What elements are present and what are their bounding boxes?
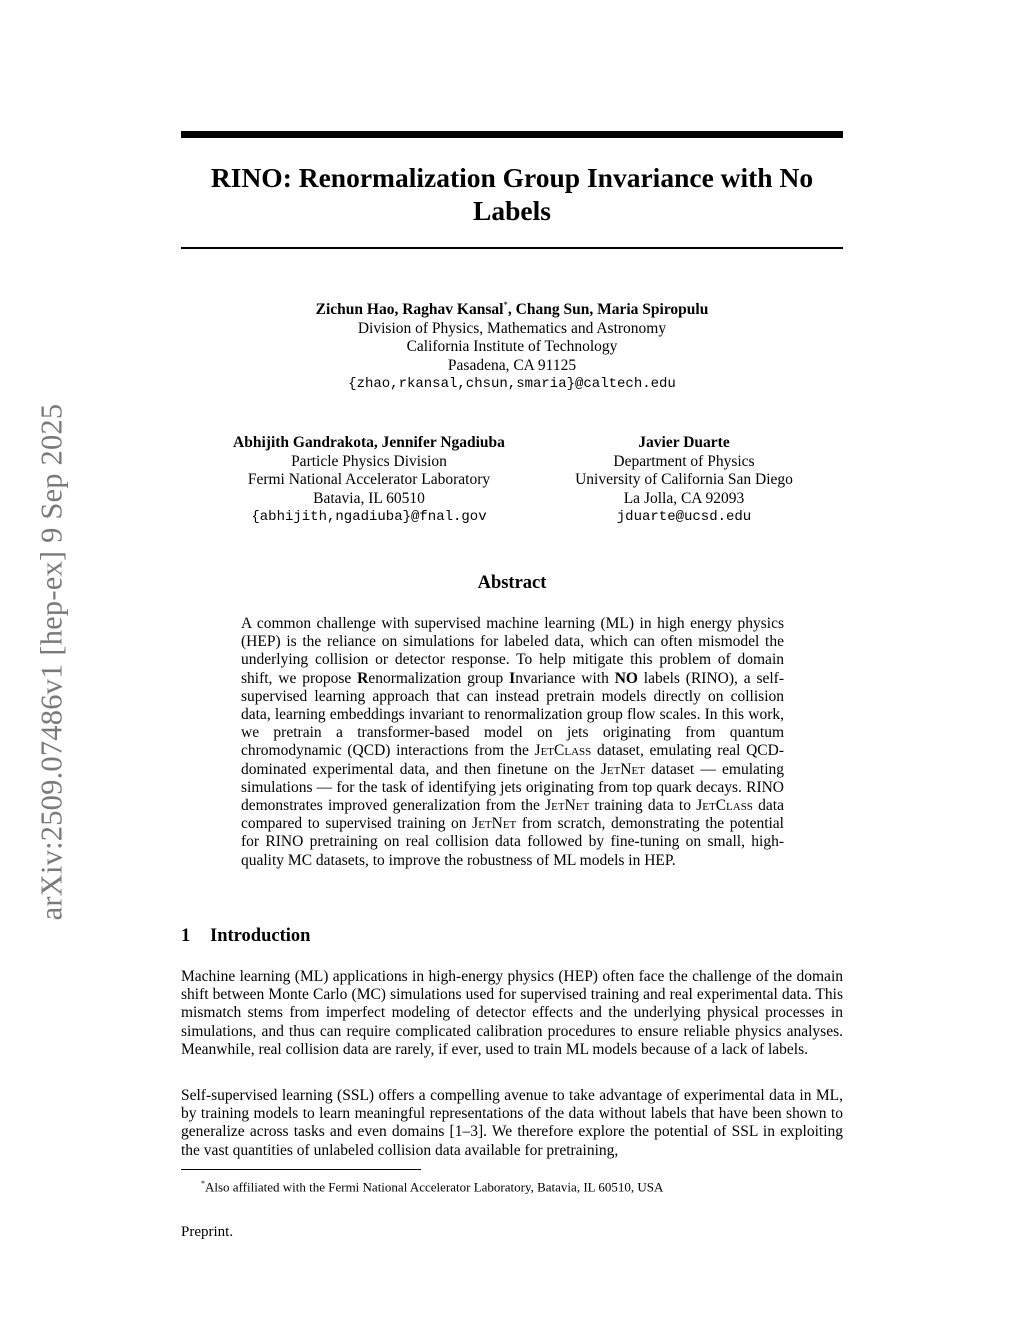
arxiv-identifier: arXiv:2509.07486v1 [hep-ex] 9 Sep 2025 xyxy=(34,403,69,921)
footnote-rule xyxy=(181,1169,421,1170)
title-top-rule xyxy=(181,131,843,138)
author-names: Abhijith Gandrakota, Jennifer Ngadiuba xyxy=(233,434,505,451)
section-title: Introduction xyxy=(210,926,311,946)
abstract-text: A common challenge with supervised machine learning (ML) in high energy physics (HEP) is the reliance on simulations for labeled data, which can often mismodel the underlying collision or detector response. To help mitigate this problem of domain shift, we propose Renormalization group Invariance with NO labels (RINO), a self-supervised learning approach that can instead pretrain models directly on collision data, learning embeddings invariant to renormalization group flow scales. In this work, we pretrain a transformer-based model on jets originating from quantum chromodynamic (QCD) interactions from the JetClass dataset, emulating real QCD-dominated experimental data, and then finetune on the JetNet dataset — emulating simulations — for the task of identifying jets originating from top quark decays. RINO demonstrates improved generalization from the JetNet training data to JetClass data compared to supervised training on JetNet from scratch, demonstrating the potential for RINO pretraining on real collision data followed by fine-tuning on small, high-quality MC datasets, to improve the robustness of ML models in HEP. xyxy=(241,615,785,869)
author-email: {zhao,rkansal,chsun,smaria}@caltech.edu xyxy=(348,376,676,393)
title-bottom-rule xyxy=(181,247,843,249)
author-affiliation: Particle Physics Division xyxy=(291,452,447,470)
author-address: Batavia, IL 60510 xyxy=(313,489,425,507)
author-block-ucsd xyxy=(559,434,809,527)
footnote-mark: * xyxy=(503,300,508,310)
section-heading-introduction xyxy=(181,926,310,947)
author-institution: University of California San Diego xyxy=(575,471,793,488)
paper-title: RINO: Renormalization Group Invariance with No Labels xyxy=(210,162,814,226)
footnote-mark: * xyxy=(201,1179,205,1188)
author-block-fnal xyxy=(199,434,539,527)
author-address: Pasadena, CA 91125 xyxy=(447,356,577,374)
author-affiliation: Division of Physics, Mathematics and Astronomy xyxy=(357,319,667,337)
author-names: Zichun Hao, Raghav Kansal*, Chang Sun, Maria Spiropulu xyxy=(315,300,709,319)
preprint-label: Preprint. xyxy=(181,1224,234,1240)
author-email: jduarte@ucsd.edu xyxy=(616,509,752,525)
author-block-caltech xyxy=(181,296,843,394)
author-email: {abhijith,ngadiuba}@fnal.gov xyxy=(251,509,487,525)
footnote: *Also affiliated with the Fermi National Accelerator Laboratory, Batavia, IL 60510, USA xyxy=(201,1179,664,1195)
author-affiliation: Department of Physics xyxy=(613,452,755,470)
author-address: La Jolla, CA 92093 xyxy=(623,489,745,507)
author-names: Javier Duarte xyxy=(638,434,730,451)
abstract-heading: Abstract xyxy=(477,573,547,593)
author-institution: Fermi National Accelerator Laboratory xyxy=(247,471,491,488)
section-number: 1 xyxy=(181,926,191,946)
author-institution: California Institute of Technology xyxy=(406,338,618,356)
intro-paragraph-2: Self-supervised learning (SSL) offers a compelling avenue to take advantage of experimental data in ML, by training models to learn meaningful representations of the data without labels that have been shown to generalize across tasks and even domains [1–3]. We therefore explore the potential of SSL in exploiting the vast quantities of unlabeled collision data available for pretraining, xyxy=(181,1087,843,1159)
intro-paragraph-1: Machine learning (ML) applications in high-energy physics (HEP) often face the challenge of the domain shift between Monte Carlo (MC) simulations used for supervised training and real experimental data. This mismatch stems from imperfect modeling of detector effects and the underlying physical processes in simulations, and thus can require complicated calibration procedures to ensure reliable physics analyses. Meanwhile, real collision data are rarely, if ever, used to train ML models because of a lack of labels. xyxy=(181,968,843,1058)
